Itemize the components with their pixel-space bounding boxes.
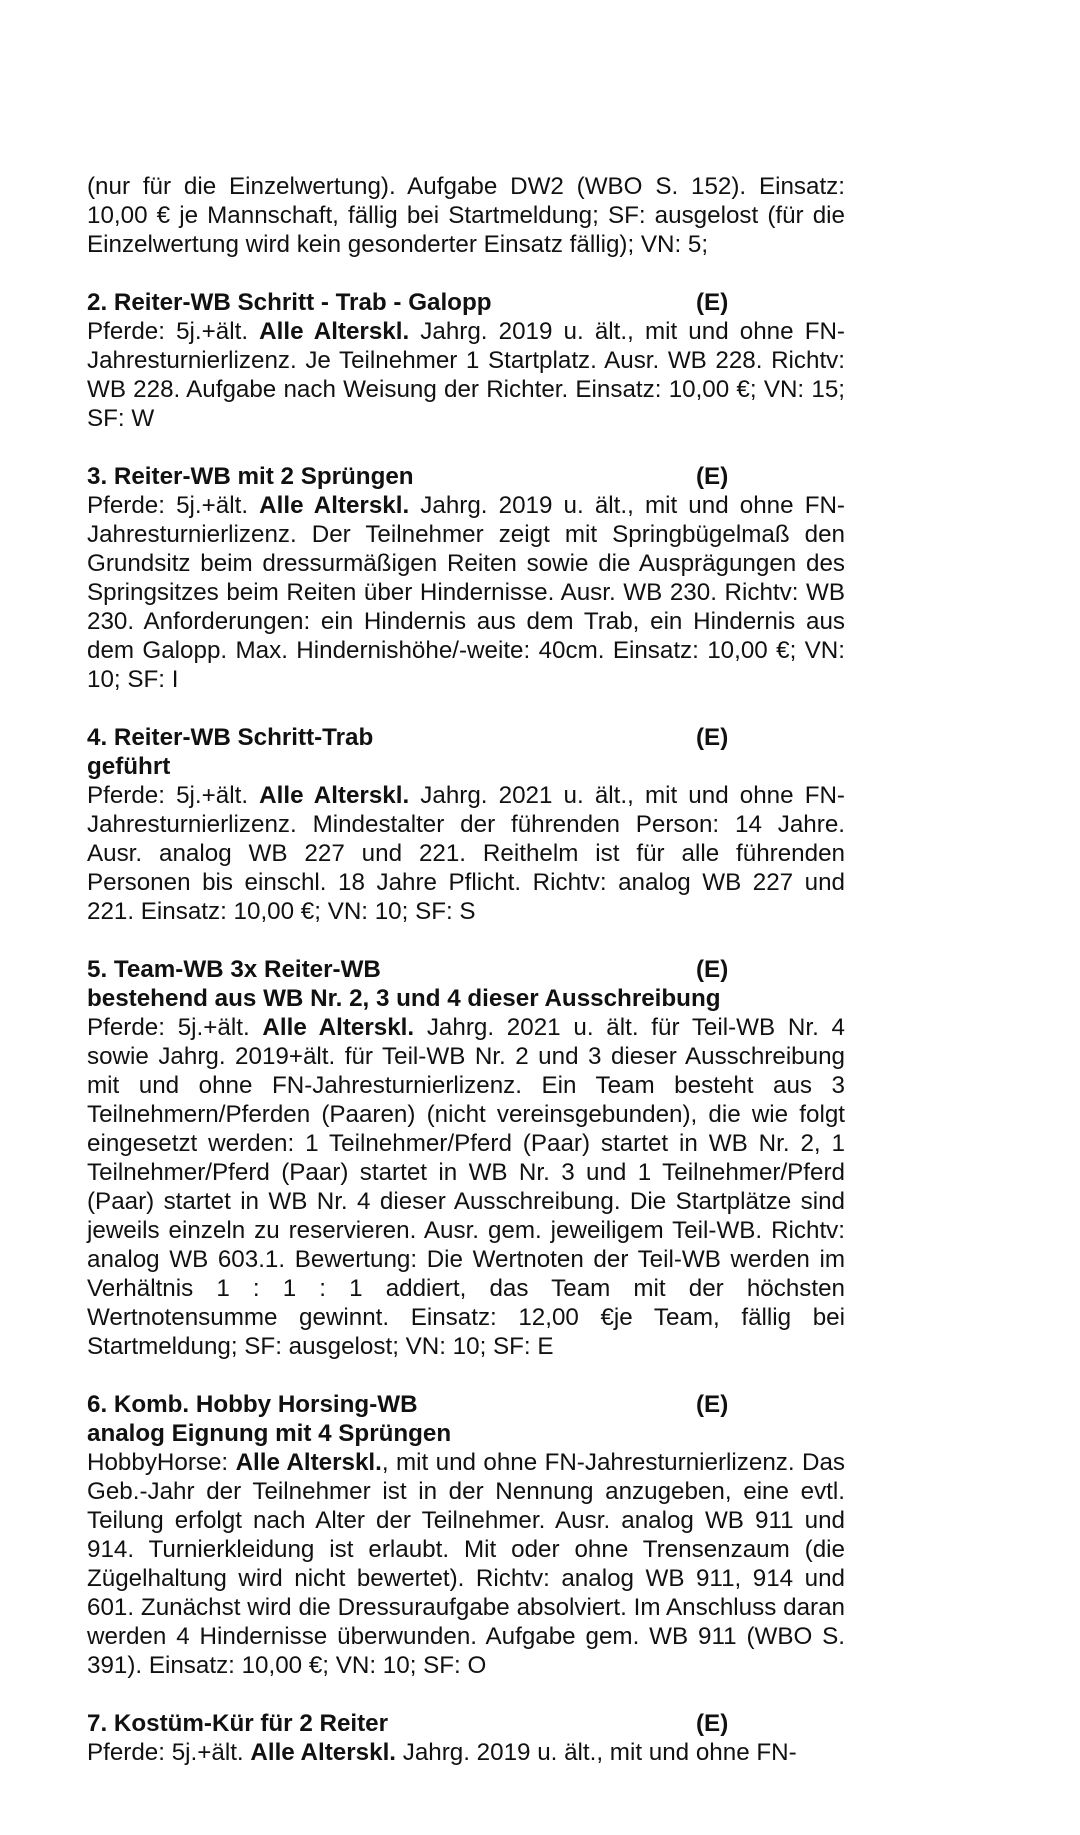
body-prefix: Pferde: 5j.+ält. [87,782,260,809]
section-5 [87,955,845,1361]
category-badge: (E) [696,463,729,490]
category-badge: (E) [696,956,729,983]
intro-block [87,172,845,259]
section-subtitle: analog Eignung mit 4 Sprüngen [87,1420,452,1447]
section-2 [87,288,845,433]
category-badge: (E) [696,1710,729,1737]
section-title: 4. Reiter-WB Schritt-Trab [87,724,374,751]
body-text: Jahrg. 2021 u. ält. für Teil-WB Nr. 4 sowie Jahrg. 2019+ält. für Teil-WB Nr. 2 und 3 dieser Ausschreibung mit und ohne FN-Jahresturnierlizenz. Ein Team besteht aus 3 Teilnehmern/Pferden (Paaren) (nicht vereinsgebunden), die wie folgt eingesetzt werden: 1 Teilnehmer/Pferd (Paar) startet in WB Nr. 2, 1 Teilnehmer/Pferd (Paar) startet in WB Nr. 3 und 1 Teilnehmer/Pferd (Paar) startet in WB Nr. 4 dieser Ausschreibung. Die Startplätze sind jeweils einzeln zu reservieren. Ausr. gem. jeweiligem Teil-WB. Richtv: analog WB 603.1. Bewertung: Die Wertnoten der Teil-WB werden im Verhältnis 1 : 1 : 1 addiert, das Team mit der höchsten Wertnotensumme gewinnt. Einsatz: 12,00 €je Team, fällig bei Startmeldung; SF: ausgelost; VN: 10; SF: E [87,1014,845,1360]
age-class-bold: Alle Alterskl. [259,492,410,519]
body-text: , mit und ohne FN-Jahresturnierlizenz. Das Geb.-Jahr der Teilnehmer ist in der Nennung anzugeben, eine evtl. Teilung erfolgt nach Alter der Teilnehmer. Ausr. analog WB 911 und 914. Turnierkleidung ist erlaubt. Mit oder ohne Trensenzaum (die Zügelhaltung wird nicht bewertet). Richtv: analog WB 911, 914 und 601. Zunächst wird die Dressuraufgabe absolviert. Im Anschluss daran werden 4 Hindernisse überwunden. Aufgabe gem. WB 911 (WBO S. 391). Einsatz: 10,00 €; VN: 10; SF: O [87,1449,845,1679]
body-prefix: HobbyHorse: [87,1449,236,1476]
section-7 [87,1709,845,1767]
section-4 [87,723,845,926]
section-6 [87,1390,845,1680]
section-title: 2. Reiter-WB Schritt - Trab - Galopp [87,289,492,316]
category-badge: (E) [696,289,729,316]
body-prefix: Pferde: 5j.+ält. [87,1014,263,1041]
section-title-row [87,723,845,752]
intro-paragraph: (nur für die Einzelwertung). Aufgabe DW2 (WBO S. 152). Einsatz: 10,00 € je Mannschaft, fällig bei Startmeldung; SF: ausgelost (für die Einzelwertung wird kein gesonderter Einsatz fällig); VN: 5; [87,173,845,258]
section-title-row [87,1709,845,1738]
section-title-row [87,288,845,317]
section-subtitle: geführt [87,753,171,780]
body-text: Jahrg. 2019 u. ält., mit und ohne FN-Jahresturnierlizenz. Je Teilnehmer 1 Startplatz. Ausr. WB 228. Richtv: WB 228. Aufgabe nach Weisung der Richter. Einsatz: 10,00 €; VN: 15; SF: W [87,318,845,432]
document-page [87,172,845,1796]
age-class-bold: Alle Alterskl. [262,1014,415,1041]
section-body [87,781,845,926]
section-subtitle: bestehend aus WB Nr. 2, 3 und 4 dieser Ausschreibung [87,985,721,1012]
section-body [87,1013,845,1361]
section-title: 7. Kostüm-Kür für 2 Reiter [87,1710,389,1737]
section-3 [87,462,845,694]
category-badge: (E) [696,724,729,751]
section-title: 6. Komb. Hobby Horsing-WB [87,1391,418,1418]
section-title: 3. Reiter-WB mit 2 Sprüngen [87,463,414,490]
section-body [87,1448,845,1680]
section-body [87,317,845,433]
section-title-row [87,955,845,984]
section-body [87,491,845,694]
age-class-bold: Alle Alterskl. [259,318,410,345]
section-body [87,1738,845,1767]
category-badge: (E) [696,1391,729,1418]
section-title: 5. Team-WB 3x Reiter-WB [87,956,381,983]
age-class-bold: Alle Alterskl. [250,1739,397,1766]
body-prefix: Pferde: 5j.+ält. [87,1739,251,1766]
body-prefix: Pferde: 5j.+ält. [87,318,260,345]
section-title-row [87,1390,845,1419]
body-text: Jahrg. 2021 u. ält., mit und ohne FN-Jahresturnierlizenz. Mindestalter der führenden Person: 14 Jahre. Ausr. analog WB 227 und 221. Reithelm ist für alle führenden Personen bis einschl. 18 Jahre Pflicht. Richtv: analog WB 227 und 221. Einsatz: 10,00 €; VN: 10; SF: S [87,782,845,925]
age-class-bold: Alle Alterskl. [259,782,410,809]
body-text: Jahrg. 2019 u. ält., mit und ohne FN-Jahresturnierlizenz. Der Teilnehmer zeigt mit Springbügelmaß den Grundsitz beim dressurmäßigen Reiten sowie die Ausprägungen des Springsitzes beim Reiten über Hindernisse. Ausr. WB 230. Richtv: WB 230. Anforderungen: ein Hindernis aus dem Trab, ein Hindernis aus dem Galopp. Max. Hindernishöhe/-weite: 40cm. Einsatz: 10,00 €; VN: 10; SF: I [87,492,845,693]
age-class-bold: Alle Alterskl. [235,1449,382,1476]
body-text: Jahrg. 2019 u. ält., mit und ohne FN- [396,1739,797,1766]
section-title-row [87,462,845,491]
body-prefix: Pferde: 5j.+ält. [87,492,260,519]
